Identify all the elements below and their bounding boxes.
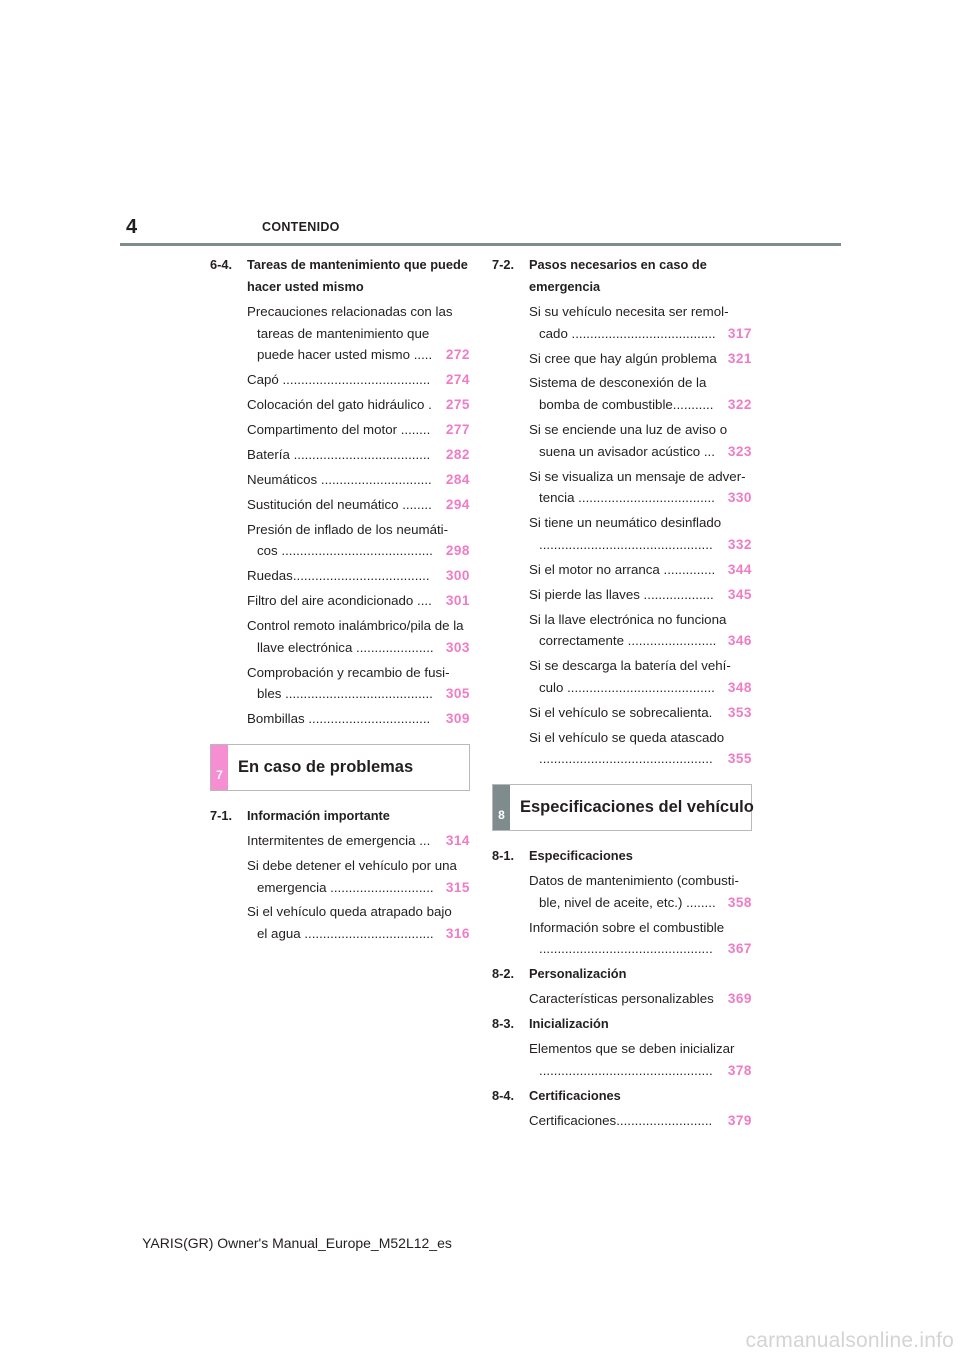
page-link[interactable]: 378 <box>727 1062 752 1078</box>
section-number: 7-1. <box>210 807 233 823</box>
toc-entry[interactable] <box>247 590 470 612</box>
section-title: Tareas de mantenimiento que puede hacer usted mismo <box>247 257 468 294</box>
toc-entry-line <box>247 923 470 945</box>
page-link[interactable]: 298 <box>445 543 470 559</box>
page-link[interactable]: 367 <box>727 941 752 957</box>
toc-entry[interactable] <box>247 369 470 391</box>
toc-entry-line <box>529 609 752 631</box>
toc-entry-text: Filtro del aire acondicionado .... <box>247 593 432 609</box>
toc-entry-text: correctamente ........................ <box>539 633 717 649</box>
chapter-banner-8[interactable] <box>492 784 752 831</box>
left-sections-top <box>210 254 470 730</box>
toc-entry-line <box>529 534 752 556</box>
toc-entry-text: Comprobación y recambio de fusi- <box>247 664 450 680</box>
toc-entry-text: Si el motor no arranca .............. <box>529 561 716 577</box>
toc-entry-line <box>529 702 752 724</box>
toc-entry-text: Compartimento del motor ........ <box>247 422 431 438</box>
page-link[interactable]: 355 <box>727 751 752 767</box>
page-link[interactable]: 348 <box>727 679 752 695</box>
toc-entry[interactable] <box>529 512 752 555</box>
page-link[interactable]: 369 <box>727 991 752 1007</box>
toc-entry[interactable] <box>529 727 752 770</box>
toc-entry-line <box>529 1060 752 1082</box>
toc-entry[interactable] <box>247 901 470 944</box>
page-title: CONTENIDO <box>262 220 340 234</box>
toc-entry-text: Características personalizables <box>529 991 714 1007</box>
page-link[interactable]: 282 <box>445 446 470 462</box>
footer-text: YARIS(GR) Owner's Manual_Europe_M52L12_es <box>142 1235 452 1251</box>
section-number: 8-1. <box>492 848 515 864</box>
toc-entry-text: cos ......................................... <box>257 543 433 559</box>
page-link[interactable]: 284 <box>445 471 470 487</box>
toc-entry[interactable] <box>247 830 470 852</box>
toc-entry-text: tareas de mantenimiento que <box>257 325 430 341</box>
toc-entry[interactable] <box>529 584 752 606</box>
toc-entry-text: Si su vehículo necesita ser remol- <box>529 304 729 319</box>
page-link[interactable]: 275 <box>445 397 470 413</box>
page-link[interactable]: 277 <box>445 422 470 438</box>
toc-entry-line <box>247 565 470 587</box>
page-link[interactable]: 332 <box>727 536 752 552</box>
page-link[interactable]: 309 <box>445 711 470 727</box>
page-link[interactable]: 321 <box>727 350 752 366</box>
toc-entry-text: Si cree que hay algún problema <box>529 350 717 366</box>
toc-entry-line <box>529 917 752 939</box>
toc-entry-line <box>529 892 752 914</box>
toc-entry-line <box>247 901 470 923</box>
toc-entry[interactable] <box>247 565 470 587</box>
toc-entry-text: Certificaciones.......................... <box>529 1112 713 1128</box>
toc-entry[interactable] <box>247 419 470 441</box>
section-number: 8-2. <box>492 966 515 982</box>
page-link[interactable]: 294 <box>445 496 470 512</box>
page-link[interactable]: 379 <box>727 1112 752 1128</box>
toc-entry-text: Si debe detener el vehículo por una <box>247 857 457 873</box>
chapter-tab-8: 8 <box>493 785 510 830</box>
page-link[interactable]: 300 <box>445 568 470 584</box>
toc-entry-line <box>529 323 752 345</box>
page-link[interactable]: 305 <box>445 686 470 702</box>
toc-entry-line <box>529 677 752 699</box>
page-link[interactable]: 345 <box>727 586 752 602</box>
watermark[interactable]: carmanualsonline.info <box>745 1329 954 1352</box>
chapter-banner-7[interactable] <box>210 744 470 791</box>
page-link[interactable]: 301 <box>445 593 470 609</box>
toc-entry-text: ............................................... <box>539 941 713 957</box>
page-link[interactable]: 315 <box>445 879 470 895</box>
section-number: 8-3. <box>492 1016 515 1032</box>
toc-entry-line <box>247 590 470 612</box>
section-heading <box>492 963 752 985</box>
toc-entry[interactable] <box>247 615 470 658</box>
toc-entry-text: llave electrónica ..................... <box>257 639 434 655</box>
toc-entry-text: Si tiene un neumático desinflado <box>529 515 722 531</box>
toc-entry-line <box>247 469 470 491</box>
toc-entry-line <box>247 419 470 441</box>
toc-entry-text: Intermitentes de emergencia ... <box>247 832 431 848</box>
left-column <box>210 253 470 948</box>
toc-entry-line <box>247 637 470 659</box>
toc-entry-text: Información sobre el combustible <box>529 919 725 935</box>
toc-entry[interactable] <box>529 348 752 370</box>
section-title: Información importante <box>247 807 390 823</box>
toc-entry-line <box>529 487 752 509</box>
toc-entry-line <box>529 938 752 960</box>
toc-entry[interactable] <box>529 301 752 344</box>
toc-entry[interactable] <box>247 662 470 705</box>
toc-entry-text: emergencia ............................ <box>257 879 434 895</box>
toc-entry-line <box>247 830 470 852</box>
toc-entry-text: Sustitución del neumático ........ <box>247 496 432 512</box>
page-link[interactable]: 303 <box>445 639 470 655</box>
section-title: Especificaciones <box>529 848 633 864</box>
toc-entry-text: Si se descarga la batería del vehí- <box>529 658 731 674</box>
toc-entry-text: Colocación del gato hidráulico . <box>247 397 432 413</box>
section-heading <box>492 845 752 867</box>
right-column <box>492 253 752 1135</box>
page-link[interactable]: 353 <box>727 704 752 720</box>
toc-entry-line <box>529 348 752 370</box>
toc-entry-line <box>247 540 470 562</box>
toc-entry-line <box>247 494 470 516</box>
toc-entry-text: Si se enciende una luz de aviso o <box>529 422 728 438</box>
page-link[interactable]: 358 <box>727 894 752 910</box>
toc-entry[interactable] <box>529 559 752 581</box>
toc-entry-text: Batería ..................................... <box>247 446 431 462</box>
toc-entry-text: Sistema de desconexión de la <box>529 375 707 391</box>
toc-entry-text: Precauciones relacionadas con las <box>247 304 453 319</box>
toc-entry-line <box>529 372 752 394</box>
toc-entry-line <box>247 877 470 899</box>
page-link[interactable]: 274 <box>445 372 470 388</box>
toc-entry-line <box>247 519 470 541</box>
toc-entry-line <box>247 615 470 637</box>
toc-entry-text: Si la llave electrónica no funciona <box>529 611 727 627</box>
toc-entry-line <box>529 1038 752 1060</box>
toc-entry[interactable] <box>529 655 752 698</box>
section-title: Certificaciones <box>529 1087 621 1103</box>
toc-entry-text: cado ....................................... <box>539 325 716 341</box>
toc-entry-line <box>247 444 470 466</box>
toc-entry-line <box>529 630 752 652</box>
toc-entry-text: Si el vehículo se queda atascado <box>529 729 725 745</box>
right-sections-bottom <box>492 845 752 1131</box>
toc-entry-text: Si se visualiza un mensaje de adver- <box>529 468 746 484</box>
page-link[interactable]: 272 <box>445 347 470 363</box>
section-heading <box>210 805 470 827</box>
toc-entry-line <box>529 584 752 606</box>
chapter-title-8: Especificaciones del vehículo <box>520 798 754 817</box>
toc-entry[interactable] <box>247 469 470 491</box>
toc-entry-line <box>529 727 752 749</box>
toc-entry-text: Neumáticos .............................. <box>247 471 432 487</box>
chapter-title-7: En caso de problemas <box>238 757 414 776</box>
toc-entry-text: ............................................... <box>539 536 713 552</box>
toc-entry-text: Control remoto inalámbrico/pila de la <box>247 618 464 634</box>
page-link[interactable]: 330 <box>727 490 752 506</box>
toc-entry-line <box>247 301 470 323</box>
toc-entry[interactable] <box>529 870 752 913</box>
toc-entry[interactable] <box>529 466 752 509</box>
toc-entry-line <box>529 870 752 892</box>
page-link[interactable]: 322 <box>727 397 752 413</box>
toc-entry-text: el agua ................................... <box>257 926 434 942</box>
left-sections-bottom <box>210 805 470 945</box>
page-link[interactable]: 317 <box>727 325 752 341</box>
toc-entry-text: Datos de mantenimiento (combusti- <box>529 873 739 889</box>
toc-entry[interactable] <box>247 708 470 730</box>
toc-entry[interactable] <box>529 1110 752 1132</box>
toc-entry[interactable] <box>247 444 470 466</box>
toc-entry-text: ble, nivel de aceite, etc.) ........ <box>539 894 716 910</box>
toc-entry[interactable] <box>529 372 752 415</box>
page-link[interactable]: 316 <box>445 926 470 942</box>
chapter-tab-7: 7 <box>211 745 228 790</box>
toc-entry-text: tencia ..................................... <box>539 490 715 506</box>
header-rule <box>120 243 841 246</box>
toc-entry-text: Si pierde las llaves ................... <box>529 586 714 602</box>
toc-entry-text: culo ........................................ <box>539 679 715 695</box>
toc-entry-line <box>529 559 752 581</box>
section-title: Personalización <box>529 966 627 982</box>
toc-entry-text: ............................................... <box>539 751 713 767</box>
page-link[interactable]: 314 <box>445 832 470 848</box>
toc-entry-line <box>247 855 470 877</box>
toc-entry-text: Elementos que se deben inicializar <box>529 1041 735 1057</box>
toc-entry-line <box>247 683 470 705</box>
toc-entry[interactable] <box>247 855 470 898</box>
toc-entry-line <box>247 394 470 416</box>
toc-entry-line <box>529 419 752 441</box>
toc-entry-text: ............................................... <box>539 1062 713 1078</box>
toc-entry-line <box>247 344 470 366</box>
toc-entry-text: Ruedas..................................... <box>247 568 430 584</box>
toc-entry[interactable] <box>247 301 470 366</box>
toc-entry[interactable] <box>247 394 470 416</box>
toc-entry[interactable] <box>247 519 470 562</box>
section-number: 6-4. <box>210 257 233 272</box>
toc-entry-line <box>529 466 752 488</box>
toc-entry-line <box>529 748 752 770</box>
toc-entry[interactable] <box>529 702 752 724</box>
toc-entry-text: Presión de inflado de los neumáti- <box>247 521 449 537</box>
toc-entry-text: suena un avisador acústico ... <box>539 443 715 459</box>
toc-entry-line <box>529 441 752 463</box>
toc-entry-line <box>247 708 470 730</box>
toc-entry-text: puede hacer usted mismo ..... <box>257 347 433 363</box>
toc-entry-text: Bombillas ................................. <box>247 711 431 727</box>
toc-entry[interactable] <box>529 917 752 960</box>
section-number: 8-4. <box>492 1087 515 1103</box>
page-link[interactable]: 346 <box>727 633 752 649</box>
right-sections-top <box>492 254 752 770</box>
toc-entry-line <box>247 369 470 391</box>
toc-entry-text: bles ........................................ <box>257 686 433 702</box>
toc-entry-line <box>529 1110 752 1132</box>
toc-entry[interactable] <box>247 494 470 516</box>
page-link[interactable]: 344 <box>727 561 752 577</box>
toc-entry-line <box>529 988 752 1010</box>
toc-entry-line <box>247 662 470 684</box>
toc-entry-line <box>529 512 752 534</box>
toc-entry[interactable] <box>529 988 752 1010</box>
toc-entry-text: bomba de combustible........... <box>539 397 714 413</box>
section-title: Inicialización <box>529 1016 609 1032</box>
toc-entry-text: Si el vehículo se sobrecalienta. <box>529 704 713 720</box>
page-link[interactable]: 323 <box>727 443 752 459</box>
toc-entry-line <box>529 301 752 323</box>
toc-entry[interactable] <box>529 419 752 462</box>
page-number: 4 <box>126 216 138 238</box>
toc-entry-line <box>529 655 752 677</box>
toc-entry-line <box>529 394 752 416</box>
section-heading <box>492 1085 752 1107</box>
section-title: Pasos necesarios en caso de emergencia <box>529 257 707 294</box>
toc-entry[interactable] <box>529 609 752 652</box>
toc-entry-line <box>247 323 470 345</box>
section-heading <box>492 1013 752 1035</box>
toc-entry-text: Si el vehículo queda atrapado bajo <box>247 904 452 920</box>
section-heading <box>210 254 470 298</box>
toc-entry[interactable] <box>529 1038 752 1081</box>
toc-entry-text: Capó ........................................ <box>247 372 431 388</box>
section-heading <box>492 254 752 298</box>
section-number: 7-2. <box>492 257 515 272</box>
